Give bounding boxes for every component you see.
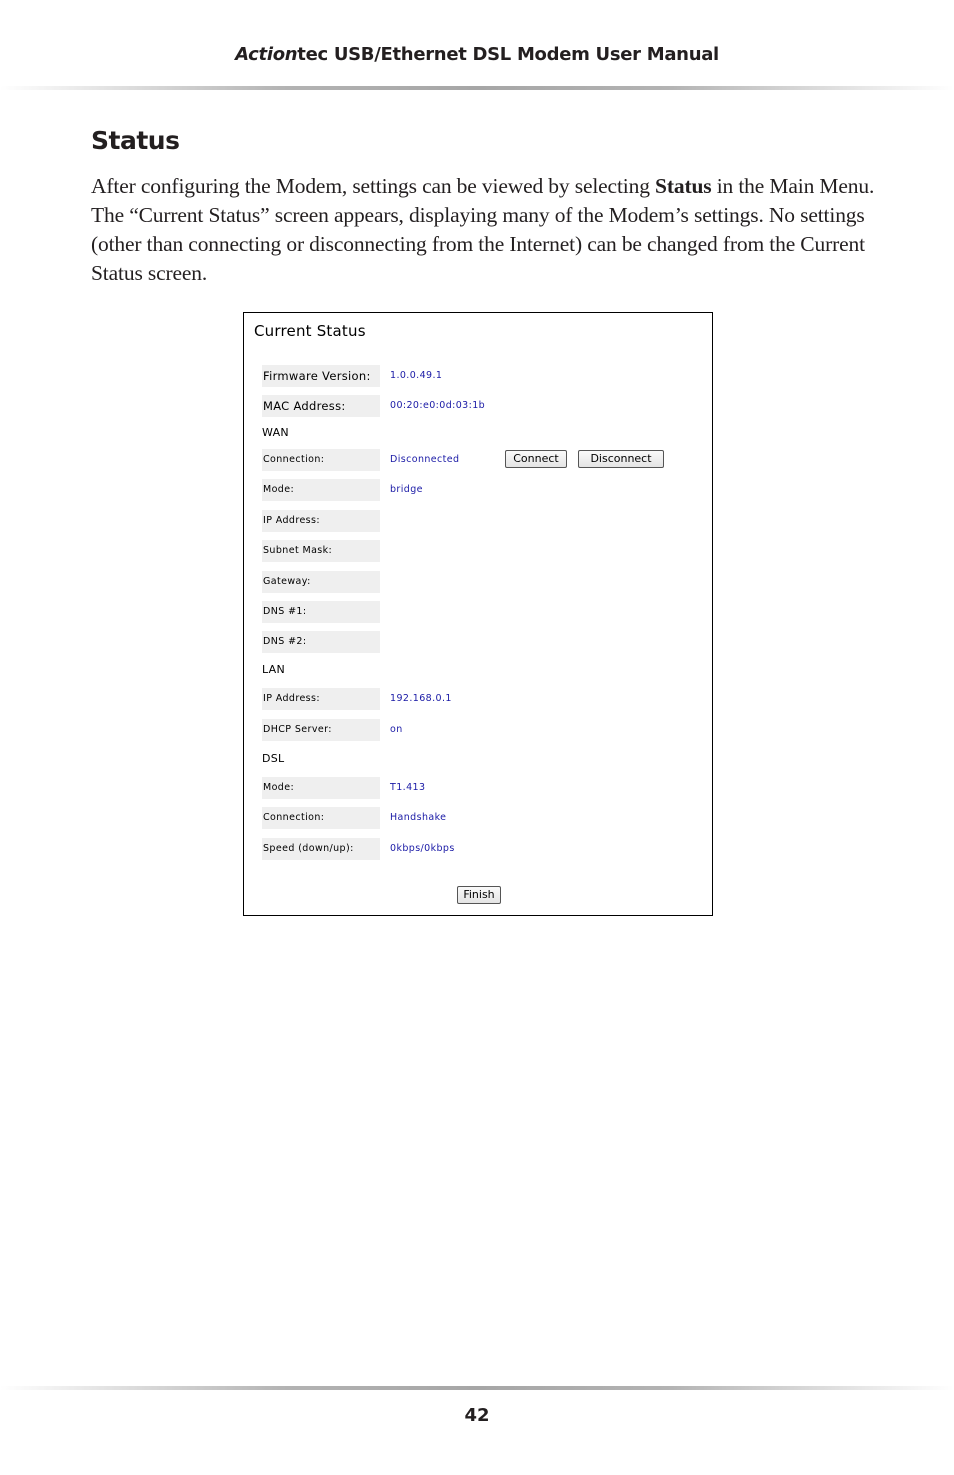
current-status-screenshot — [243, 312, 713, 916]
wan-gateway-label: Gateway: — [262, 571, 380, 593]
wan-heading: WAN — [262, 426, 289, 439]
wan-dns2-label: DNS #2: — [262, 631, 380, 653]
lan-ip-label: IP Address: — [262, 688, 380, 710]
wan-ip-label: IP Address: — [262, 510, 380, 532]
wan-mode-value: bridge — [390, 484, 423, 495]
dsl-mode-label: Mode: — [262, 777, 380, 799]
dsl-connection-label: Connection: — [262, 807, 380, 829]
footer-divider — [0, 1386, 954, 1390]
wan-connection-label: Connection: — [262, 449, 380, 471]
header-divider — [0, 86, 954, 90]
wan-connection-value: Disconnected — [390, 454, 460, 465]
dsl-mode-value: T1.413 — [390, 782, 426, 793]
intro-text-after: in the Main Menu. The “Current Status” screen appears, displaying many of the Modem’s settings. No settings (other than connecting or disconnecting from the Internet) can be changed from the Current Status screen. — [91, 174, 875, 285]
intro-text-bold: Status — [655, 174, 712, 198]
lan-dhcp-value: on — [390, 724, 403, 735]
intro-text-before: After configuring the Modem, settings can be viewed by selecting — [91, 174, 656, 198]
page-number: 42 — [464, 1405, 490, 1426]
mac-value: 00:20:e0:0d:03:1b — [390, 400, 486, 411]
firmware-label: Firmware Version: — [262, 365, 380, 387]
lan-dhcp-label: DHCP Server: — [262, 719, 380, 741]
section-heading: Status — [91, 126, 180, 155]
lan-heading: LAN — [262, 663, 286, 676]
finish-button[interactable]: Finish — [457, 886, 501, 904]
dsl-speed-value: 0kbps/0kbps — [390, 843, 455, 854]
wan-mode-label: Mode: — [262, 479, 380, 501]
lan-ip-value: 192.168.0.1 — [390, 693, 452, 704]
wan-subnet-label: Subnet Mask: — [262, 540, 380, 562]
dsl-connection-value: Handshake — [390, 812, 447, 823]
connect-button[interactable]: Connect — [505, 450, 567, 468]
dsl-heading: DSL — [262, 752, 285, 765]
disconnect-button[interactable]: Disconnect — [578, 450, 664, 468]
running-header — [0, 44, 954, 65]
intro-paragraph — [91, 172, 881, 288]
firmware-value: 1.0.0.49.1 — [390, 370, 443, 381]
screen-title: Current Status — [254, 322, 366, 340]
header-title-italic: Action — [235, 44, 298, 65]
header-title-rest: tec USB/Ethernet DSL Modem User Manual — [297, 44, 719, 65]
wan-dns1-label: DNS #1: — [262, 601, 380, 623]
mac-label: MAC Address: — [262, 395, 380, 417]
dsl-speed-label: Speed (down/up): — [262, 838, 380, 860]
